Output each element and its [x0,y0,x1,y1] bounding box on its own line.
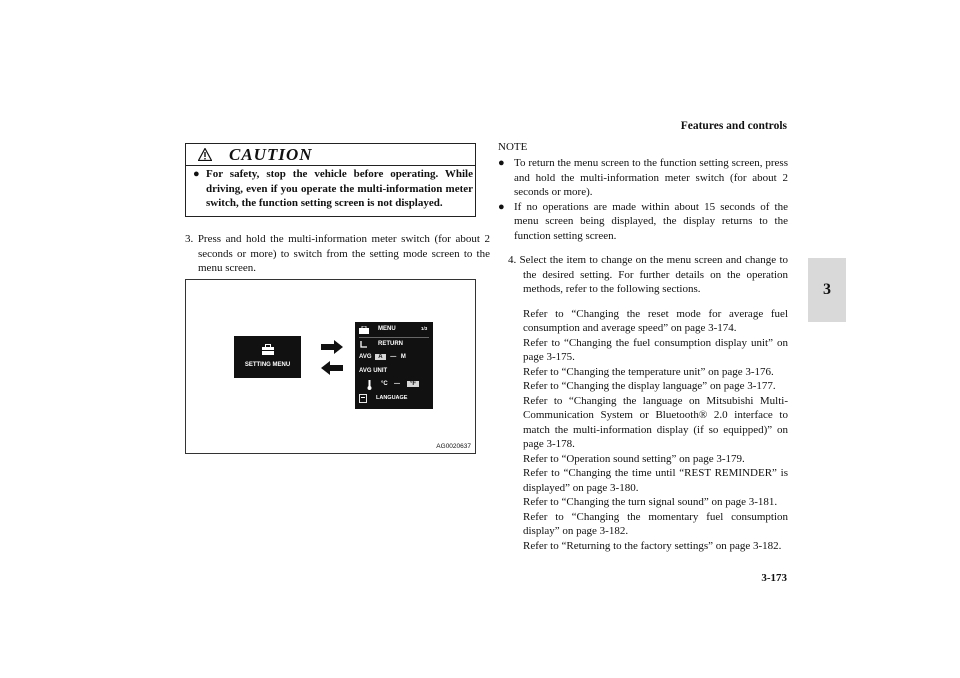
caution-text: For safety, stop the vehicle before operating. While driving, even if you operate the multi-information meter switch, the function setting screen is not displayed. [206,168,473,209]
menu-language-label: LANGUAGE [376,395,408,401]
note-item [498,200,788,244]
reference-item: Refer to “Changing the display language” on page 3-177. [523,380,776,392]
chapter-tab: 3 [808,258,846,322]
bullet-icon: ● [498,200,505,213]
toolbox-icon [359,326,369,334]
menu-title-row [359,325,429,338]
warning-triangle-icon [198,148,212,161]
bullet-icon: ● [193,168,200,180]
language-icon [359,394,367,403]
caution-header [186,144,475,166]
reference-item: Refer to “Returning to the factory settings” on page 3-182. [523,539,782,552]
reference-item: Refer to “Changing the reset mode for average fuel consumption and average speed” on page 3-174. [523,307,788,334]
temp-fahrenheit: °F [407,381,419,387]
menu-title: MENU [378,326,396,332]
reference-item: Refer to “Changing the fuel consumption display unit” on page 3-175. [523,336,788,363]
setting-menu-label: SETTING MENU [244,362,291,368]
menu-page: 1/3 [421,326,428,331]
menu-avg-unit-row: AVG UNIT [359,368,388,374]
reference-item: Refer to “Changing the temperature unit” on page 3-176. [523,365,774,378]
reference-list [498,307,788,554]
caution-box [185,143,476,217]
note-label: NOTE [498,141,528,153]
running-header: Features and controls [680,120,787,132]
page-number: 3-173 [761,572,787,584]
caution-title: CAUTION [229,145,313,164]
arrow-right-icon [321,340,343,354]
toolbox-icon [261,344,275,356]
reference-item: Refer to “Changing the turn signal sound” on page 3-181. [523,496,778,508]
arrow-left-icon [321,361,343,375]
step-3-text: 3. Press and hold the multi-information meter switch (for about 2 seconds or more) to switch from the setting mode screen to the menu screen. [185,233,490,274]
setting-menu-display [234,336,301,378]
step-4-text: 4. Select the item to change on the menu screen and change to the desired setting. For further details on the operation methods, refer to the following sections. [508,254,788,295]
reference-item: Refer to “Changing the time until “REST REMINDER” is displayed” on page 3-180. [523,467,788,494]
temp-celsius: °C [381,381,388,387]
menu-screen-display [355,322,433,409]
avg-mode-m: M [400,354,406,360]
caution-body [193,167,473,211]
avg-dash: — [390,354,397,360]
note-text: To return the menu screen to the function setting screen, press and hold the multi-information meter switch (for about 2 seconds or more). [514,157,788,198]
menu-return-label: RETURN [378,341,403,347]
illustration-figure [185,279,476,454]
thermometer-icon [367,380,372,390]
return-icon [359,341,368,349]
note-item [498,156,788,200]
menu-avg-reset-row [359,354,406,360]
notes-column [498,156,788,553]
reference-item: Refer to “Changing the momentary fuel consumption display” on page 3-182. [523,510,788,537]
avg-label: AVG [359,354,372,360]
figure-code: AG0020637 [436,443,471,450]
reference-item: Refer to “Operation sound setting” on page 3-179. [523,452,745,465]
note-text: If no operations are made within about 15 seconds of the menu screen being displayed, the display returns to the function setting screen. [514,200,788,242]
reference-item: Refer to “Changing the language on Mitsubishi Multi-Communication System or Bluetooth® 2.0 interface to match the multi-information display (if so equipped)” on page 3-178. [523,394,788,450]
temp-dash: — [394,381,400,387]
avg-mode-a: A [375,354,385,360]
bullet-icon: ● [498,157,505,169]
